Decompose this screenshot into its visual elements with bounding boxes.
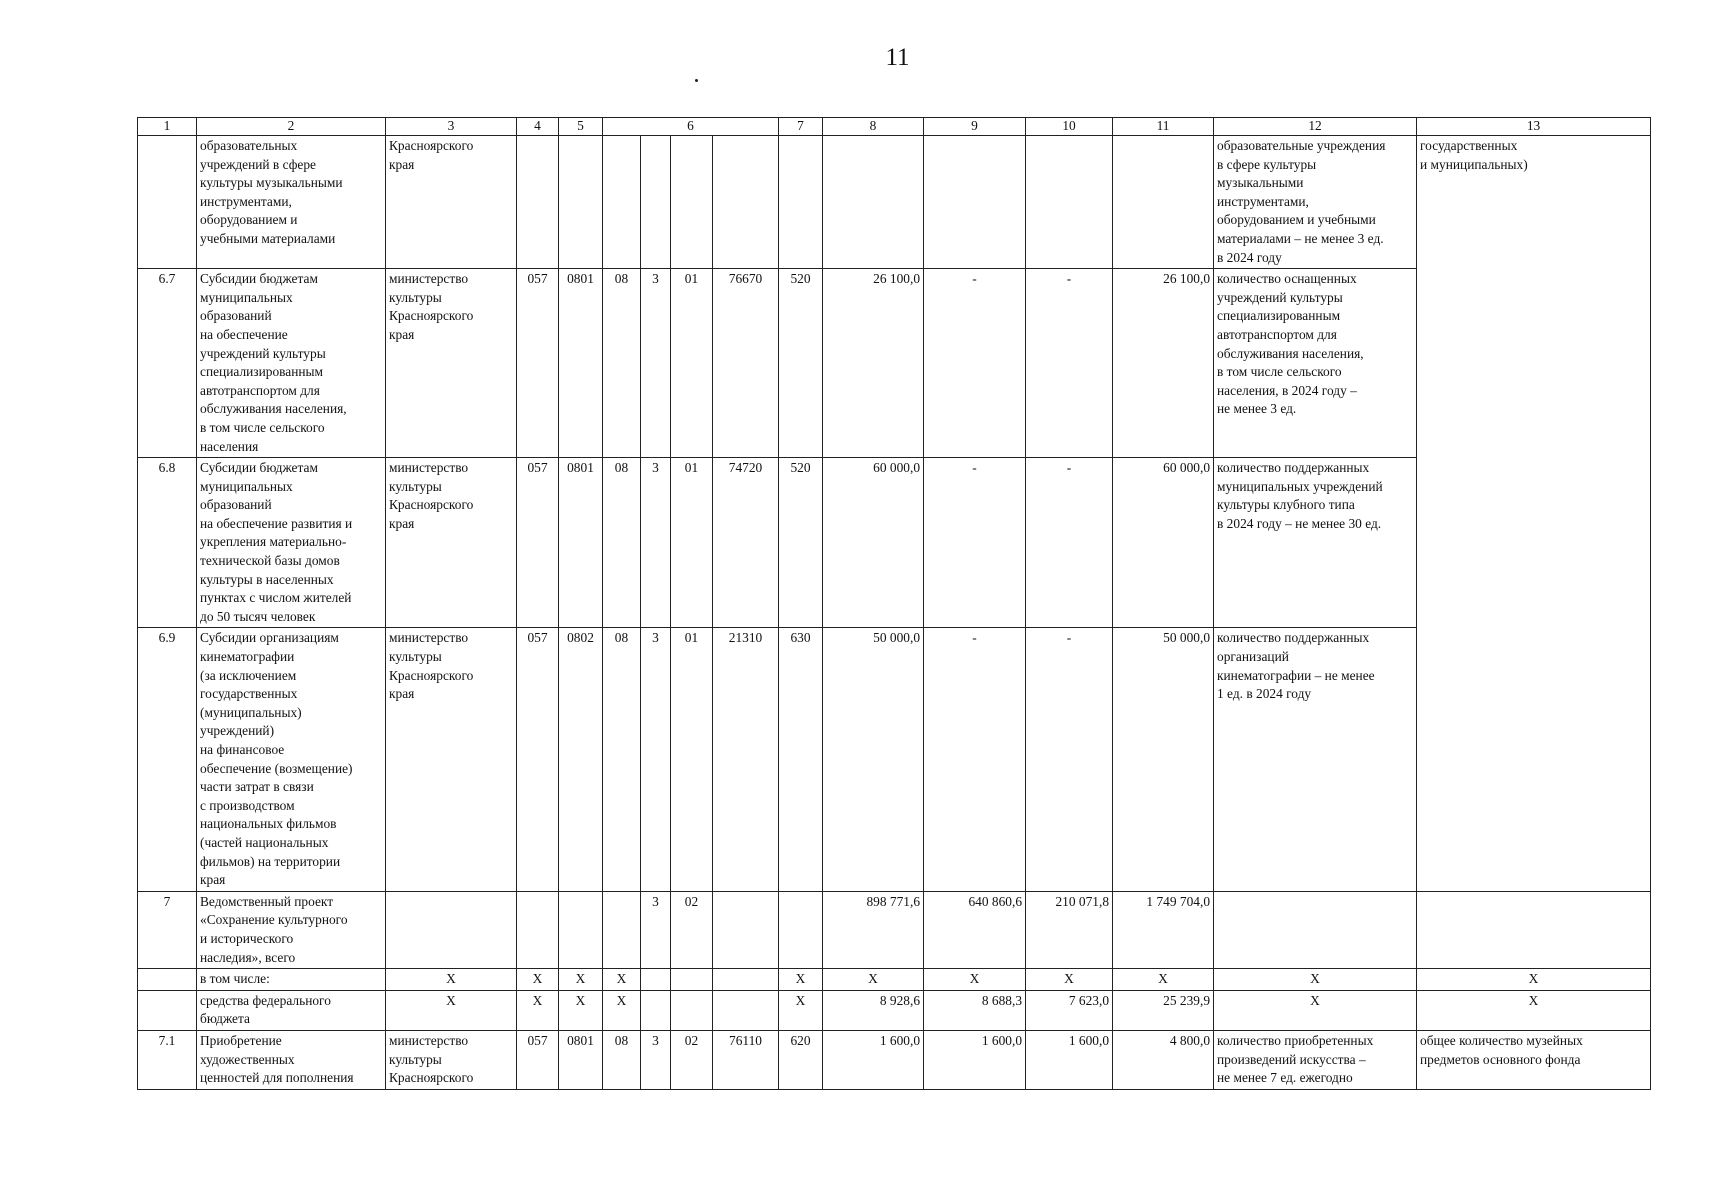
col6b-value: 3 [641,1030,671,1089]
col6d-value: 76670 [713,269,779,458]
x-mark: X [1417,990,1651,1030]
col9-value: 640 860,6 [924,891,1026,968]
measure-name: Субсидии бюджетам муниципальных образований на обеспечение учреждений культуры специализированным автотранспортом для обслуживания населения, в том числе сельского населения [197,269,386,458]
col5-value: 0801 [559,269,603,458]
result-text: образовательные учреждения в сфере культуры музыкальными инструментами, оборудованием и учебными материалами – не менее 3 ед. в 2024 году [1214,136,1417,269]
result-text: количество поддержанных муниципальных учреждений культуры клубного типа в 2024 году – не менее 30 ед. [1214,458,1417,628]
col4-value: 057 [517,1030,559,1089]
col-header-1: 1 [138,118,197,136]
table-row [138,990,1651,1030]
col8-value: 898 771,6 [823,891,924,968]
ministry: министерство культуры Красноярского края [386,458,517,628]
col8-value: 1 600,0 [823,1030,924,1089]
col9-value: 1 600,0 [924,1030,1026,1089]
x-mark: X [924,969,1026,991]
measure-name: Субсидии организациям кинематографии (за исключением государственных (муниципальных) учреждений) на финансовое обеспечение (возмещение) части затрат в связи с производством национальных фильмов (частей национальных фильмов) на территории края [197,628,386,891]
row-number: 7 [138,891,197,968]
page-number: 11 [885,44,910,71]
x-mark: X [1026,969,1113,991]
col10-value: 7 623,0 [1026,990,1113,1030]
cell [671,990,713,1030]
cell [559,136,603,269]
col6c-value: 01 [671,269,713,458]
col5-value: 0802 [559,628,603,891]
measure-name: образовательных учреждений в сфере культуры музыкальными инструментами, оборудованием и учебными материалами [197,136,386,269]
ministry: министерство культуры Красноярского края [386,628,517,891]
cell [1214,891,1417,968]
row-number: 6.7 [138,269,197,458]
x-mark: X [1113,969,1214,991]
col6b-value: 3 [641,891,671,968]
col5-value: 0801 [559,458,603,628]
col11-value: 4 800,0 [1113,1030,1214,1089]
col4-value: 057 [517,458,559,628]
col9-value: - [924,628,1026,891]
cell [671,969,713,991]
col-header-3: 3 [386,118,517,136]
x-mark: X [517,990,559,1030]
cell [641,136,671,269]
col7-value: 520 [779,269,823,458]
col10-value: - [1026,458,1113,628]
col10-value: - [1026,269,1113,458]
col-header-12: 12 [1214,118,1417,136]
column-number-row [138,118,1651,136]
col6b-value: 3 [641,269,671,458]
row-number: 6.8 [138,458,197,628]
col4-value: 057 [517,628,559,891]
col8-value: 8 928,6 [823,990,924,1030]
col5-value: 0801 [559,1030,603,1089]
col6c-value: 01 [671,628,713,891]
cell [517,891,559,968]
table-row [138,136,1651,269]
col10-value: 1 600,0 [1026,1030,1113,1089]
col11-value: 50 000,0 [1113,628,1214,891]
col9-value: 8 688,3 [924,990,1026,1030]
col-header-5: 5 [559,118,603,136]
cell [641,990,671,1030]
col6c-value: 01 [671,458,713,628]
col6c-value: 02 [671,1030,713,1089]
col7-value: 620 [779,1030,823,1089]
col-header-6: 6 [603,118,779,136]
cell [603,136,641,269]
row-number: 7.1 [138,1030,197,1089]
col6a-value: 08 [603,628,641,891]
col11-value: 60 000,0 [1113,458,1214,628]
col8-value: 50 000,0 [823,628,924,891]
col-header-2: 2 [197,118,386,136]
measure-name: Ведомственный проект «Сохранение культурного и исторического наследия», всего [197,891,386,968]
col-header-8: 8 [823,118,924,136]
col11-value: 1 749 704,0 [1113,891,1214,968]
measure-name: средства федерального бюджета [197,990,386,1030]
cell [603,891,641,968]
x-mark: X [386,969,517,991]
col6d-value: 74720 [713,458,779,628]
row-number: 6.9 [138,628,197,891]
col8-value: 26 100,0 [823,269,924,458]
cell [386,891,517,968]
col7-value: 630 [779,628,823,891]
cell [1417,891,1651,968]
result-text: количество приобретенных произведений искусства – не менее 7 ед. ежегодно [1214,1030,1417,1089]
x-mark: X [603,969,641,991]
col6c-value: 02 [671,891,713,968]
col6a-value: 08 [603,1030,641,1089]
cell [779,891,823,968]
measure-name: Субсидии бюджетам муниципальных образований на обеспечение развития и укрепления материально- технической базы домов культуры в населенных пунктах с числом жителей до 50 тысяч человек [197,458,386,628]
col6d-value: 21310 [713,628,779,891]
budget-table [137,117,1651,1090]
col9-value: - [924,458,1026,628]
cell [779,136,823,269]
col6a-value: 08 [603,269,641,458]
cell [671,136,713,269]
cell [1113,136,1214,269]
x-mark: X [386,990,517,1030]
col-header-4: 4 [517,118,559,136]
indicator-text: государственных и муниципальных) [1417,136,1651,892]
col-header-7: 7 [779,118,823,136]
x-mark: X [1417,969,1651,991]
col9-value: - [924,269,1026,458]
col6b-value: 3 [641,628,671,891]
cell [138,990,197,1030]
cell [138,969,197,991]
x-mark: X [1214,990,1417,1030]
cell [823,136,924,269]
col6b-value: 3 [641,458,671,628]
ministry: министерство культуры Красноярского [386,1030,517,1089]
cell [1026,136,1113,269]
row-number [138,136,197,269]
ministry: Красноярского края [386,136,517,269]
cell [713,136,779,269]
measure-name: Приобретение художественных ценностей для пополнения [197,1030,386,1089]
table-row [138,891,1651,968]
cell [924,136,1026,269]
x-mark: X [559,969,603,991]
indicator-text: общее количество музейных предметов основного фонда [1417,1030,1651,1089]
scan-speck [695,79,698,82]
col-header-9: 9 [924,118,1026,136]
col-header-10: 10 [1026,118,1113,136]
x-mark: X [559,990,603,1030]
table-row [138,969,1651,991]
measure-name: в том числе: [197,969,386,991]
x-mark: X [603,990,641,1030]
cell [713,969,779,991]
cell [559,891,603,968]
x-mark: X [1214,969,1417,991]
col6a-value: 08 [603,458,641,628]
table-row [138,1030,1651,1089]
result-text: количество поддержанных организаций кинематографии – не менее 1 ед. в 2024 году [1214,628,1417,891]
result-text: количество оснащенных учреждений культуры специализированным автотранспортом для обслуживания населения, в том числе сельского населения, в 2024 году – не менее 3 ед. [1214,269,1417,458]
col-header-13: 13 [1417,118,1651,136]
col7-value: 520 [779,458,823,628]
cell [517,136,559,269]
col10-value: 210 071,8 [1026,891,1113,968]
col11-value: 26 100,0 [1113,269,1214,458]
cell [713,990,779,1030]
x-mark: X [779,990,823,1030]
cell [713,891,779,968]
x-mark: X [779,969,823,991]
x-mark: X [823,969,924,991]
col10-value: - [1026,628,1113,891]
x-mark: X [517,969,559,991]
col8-value: 60 000,0 [823,458,924,628]
col-header-11: 11 [1113,118,1214,136]
ministry: министерство культуры Красноярского края [386,269,517,458]
col6d-value: 76110 [713,1030,779,1089]
cell [641,969,671,991]
col4-value: 057 [517,269,559,458]
col11-value: 25 239,9 [1113,990,1214,1030]
